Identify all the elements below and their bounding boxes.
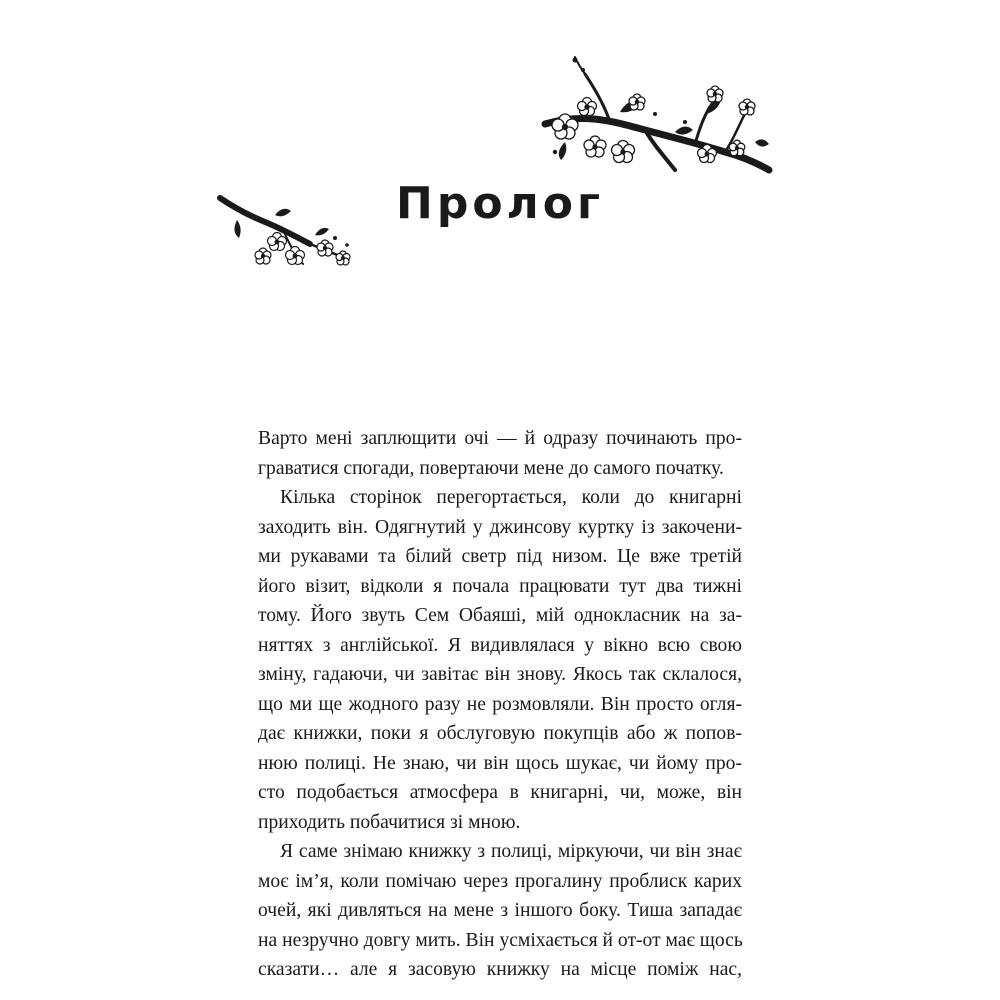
cherry-blossom-branch-icon [525,52,775,182]
text-line: тому. Його звуть Сем Обаяші, мій однокласник на за- [258,605,742,626]
text-line: його візит, відколи я почала працювати тут два тижні [258,575,742,597]
text-line: приходить побачитися зі мною. [258,811,521,833]
text-line: очей, які дивляться на мене з іншого боку. Тиша западає [258,900,742,921]
text-line: заходить він. Одягнутий у джинсову куртку із закочени- [258,516,742,538]
text-line: сказати… але я засовую книжку на місце поміж нас, [258,959,742,980]
body-text [258,424,742,985]
text-line: моє ім’я, коли помічаю через прогалину проблиск карих [258,870,742,892]
text-line: нюю полиці. Не знаю, чи він щось шукає, чи йому про- [258,752,742,774]
text-line: сто подобається атмосфера в книгарні, чи, може, він [258,782,742,803]
text-line: що ми ще жодного разу не розмовляли. Він просто огля- [258,693,742,715]
text-line: зміну, гадаючи, чи завітає він знову. Якось так склалося, [258,664,742,685]
text-line: ми рукавами та білий светр під низом. Це вже третій [258,546,742,567]
text-line: дає книжки, поки я обслуговую покупців або ж попов- [258,723,742,744]
text-line: Варто мені заплющити очі — й одразу починають про- [258,428,742,449]
text-line: граватися спогади, повертаючи мене до самого початку. [258,457,724,479]
text-line: Я саме знімаю книжку з полиці, міркуючи, чи він знає [280,841,742,862]
chapter-title: Пролог [396,178,604,229]
text-line: няттях з англійської. Я видивлялася у вікно всю свою [258,634,742,656]
text-line: на незручно довгу мить. Він усміхається й от-от має щось [258,929,743,951]
text-line: Кілька сторінок перегортається, коли до книгарні [280,487,742,508]
